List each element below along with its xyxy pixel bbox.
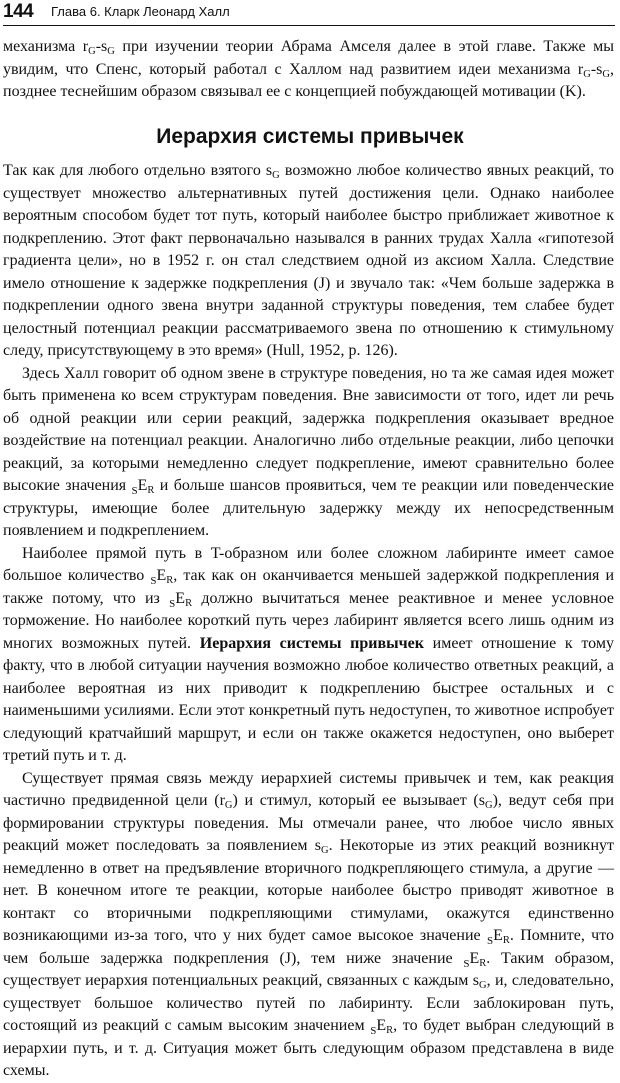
running-title: Глава 6. Кларк Леонард Халл — [51, 4, 230, 19]
paragraph-3: Наиболее прямой путь в T-образном или более сложном лабиринте имеет самое большое количество $_SE_R$, так как он оканчивается меньшей задержкой подкрепления и также потому, что из $_SE_R$ должно вычитаться менее реактивное и менее условное торможение. Но наиболее короткий путь через лабиринт является всего лишь одним из многих возможных путей. Иерархия системы привычек имеет отношение к тому факту, что в любой ситуации научения возможно любое количество ответных реакций, а наиболее вероятная из них приводит к подкреплению быстрее остальных и с наименьшими усилиями. Если этот конкретный путь недоступен, то животное испробует следующий кратчайший маршрут, и если он также окажется недоступен, оно выберет третий путь и т. д. — [3, 544, 615, 764]
paragraph-2: Здесь Халл говорит об одном звене в структуре поведения, но та же самая идея может быть применена ко всем структурам поведения. Вне зависимости от того, идет ли речь об одной реакции или серии реакций, задержка подкрепления оказывает вредное воздействие на потенциал реакции. Аналогично либо отдельные реакции, либо цепочки реакций, за которыми немедленно следует подкрепление, имеют сравнительно более высокие значения $_SE_R$ и больше шансов проявиться, чем те реакции или поведенческие структуры, имеющие более длительную задержку между их непосредственным появлением и подкреплением. — [3, 364, 614, 539]
continued-paragraph-block — [3, 36, 614, 104]
running-header — [3, 1, 615, 26]
section-heading: Иерархия системы привычек — [156, 125, 464, 148]
paragraph-4: Существует прямая связь между иерархией системы привычек и тем, как реакция частично предвиденной цели $(r_G)$ и стимул, который ее вызывает $(s_G)$, ведут себя при формировании структуры поведения. Мы отмечали ранее, что любое число явных реакций может последовать за появлением $s_G$. Некоторые из этих реакций возникнут немедленно в ответ на предъявление вторичного подкрепляющего стимула, а другие — нет. В конечном итоге те реакции, которые наиболее быстро приводят животное в контакт со вторичными подкрепляющими стимулами, окажутся единственно возникающими из-за того, что у них будет самое высокое значение $_SE_R$. Помните, что чем больше задержка подкрепления (J), тем ниже значение $_SE_R$. Таким образом, существует иерархия потенциальных реакций, связанных с каждым $s_G$, и, следовательно, существует большое количество путей по лабиринту. Если заблокирован путь, состоящий из реакций с самым высоким значением $_SE_R$, то будет выбран следующий в иерархии путь, и т. д. Ситуация может быть следующим образом представлена в виде схемы. — [3, 769, 615, 1079]
page-number: 144 — [3, 1, 34, 22]
paragraph-1: Так как для любого отдельно взятого $s_G$ возможно любое количество явных реакций, то существует множество альтернативных путей достижения цели. Однако наиболее вероятным способом будет тот путь, который наиболее быстро приближает животное к подкреплению. Этот факт первоначально назывался в ранних трудах Халла «гипотезой градиента цели», но в 1952 г. он стал следствием одной из аксиом Халла. Следствие имело отношение к задержке подкрепления (J) и звучало так: «Чем больше задержка в подкреплении одного звена внутри заданной структуры поведения, тем слабее будет целостный потенциал реакции рассматриваемого звена по отношению к стимульному следу, присутствующему в это время» (Hull, 1952, p. 126). — [3, 162, 614, 359]
section-body — [3, 160, 614, 1083]
key-term: Иерархия системы привычек — [199, 634, 424, 652]
paragraph-continued: механизма $r_G-s_G$ при изучении теории Абрама Амселя далее в этой главе. Также мы увидим, что Спенс, который работал с Халлом над развитием идеи механизма $r_G-s_G$, позднее теснейшим образом связывал ее с концепцией побуждающей мотивации (K). — [3, 38, 614, 100]
